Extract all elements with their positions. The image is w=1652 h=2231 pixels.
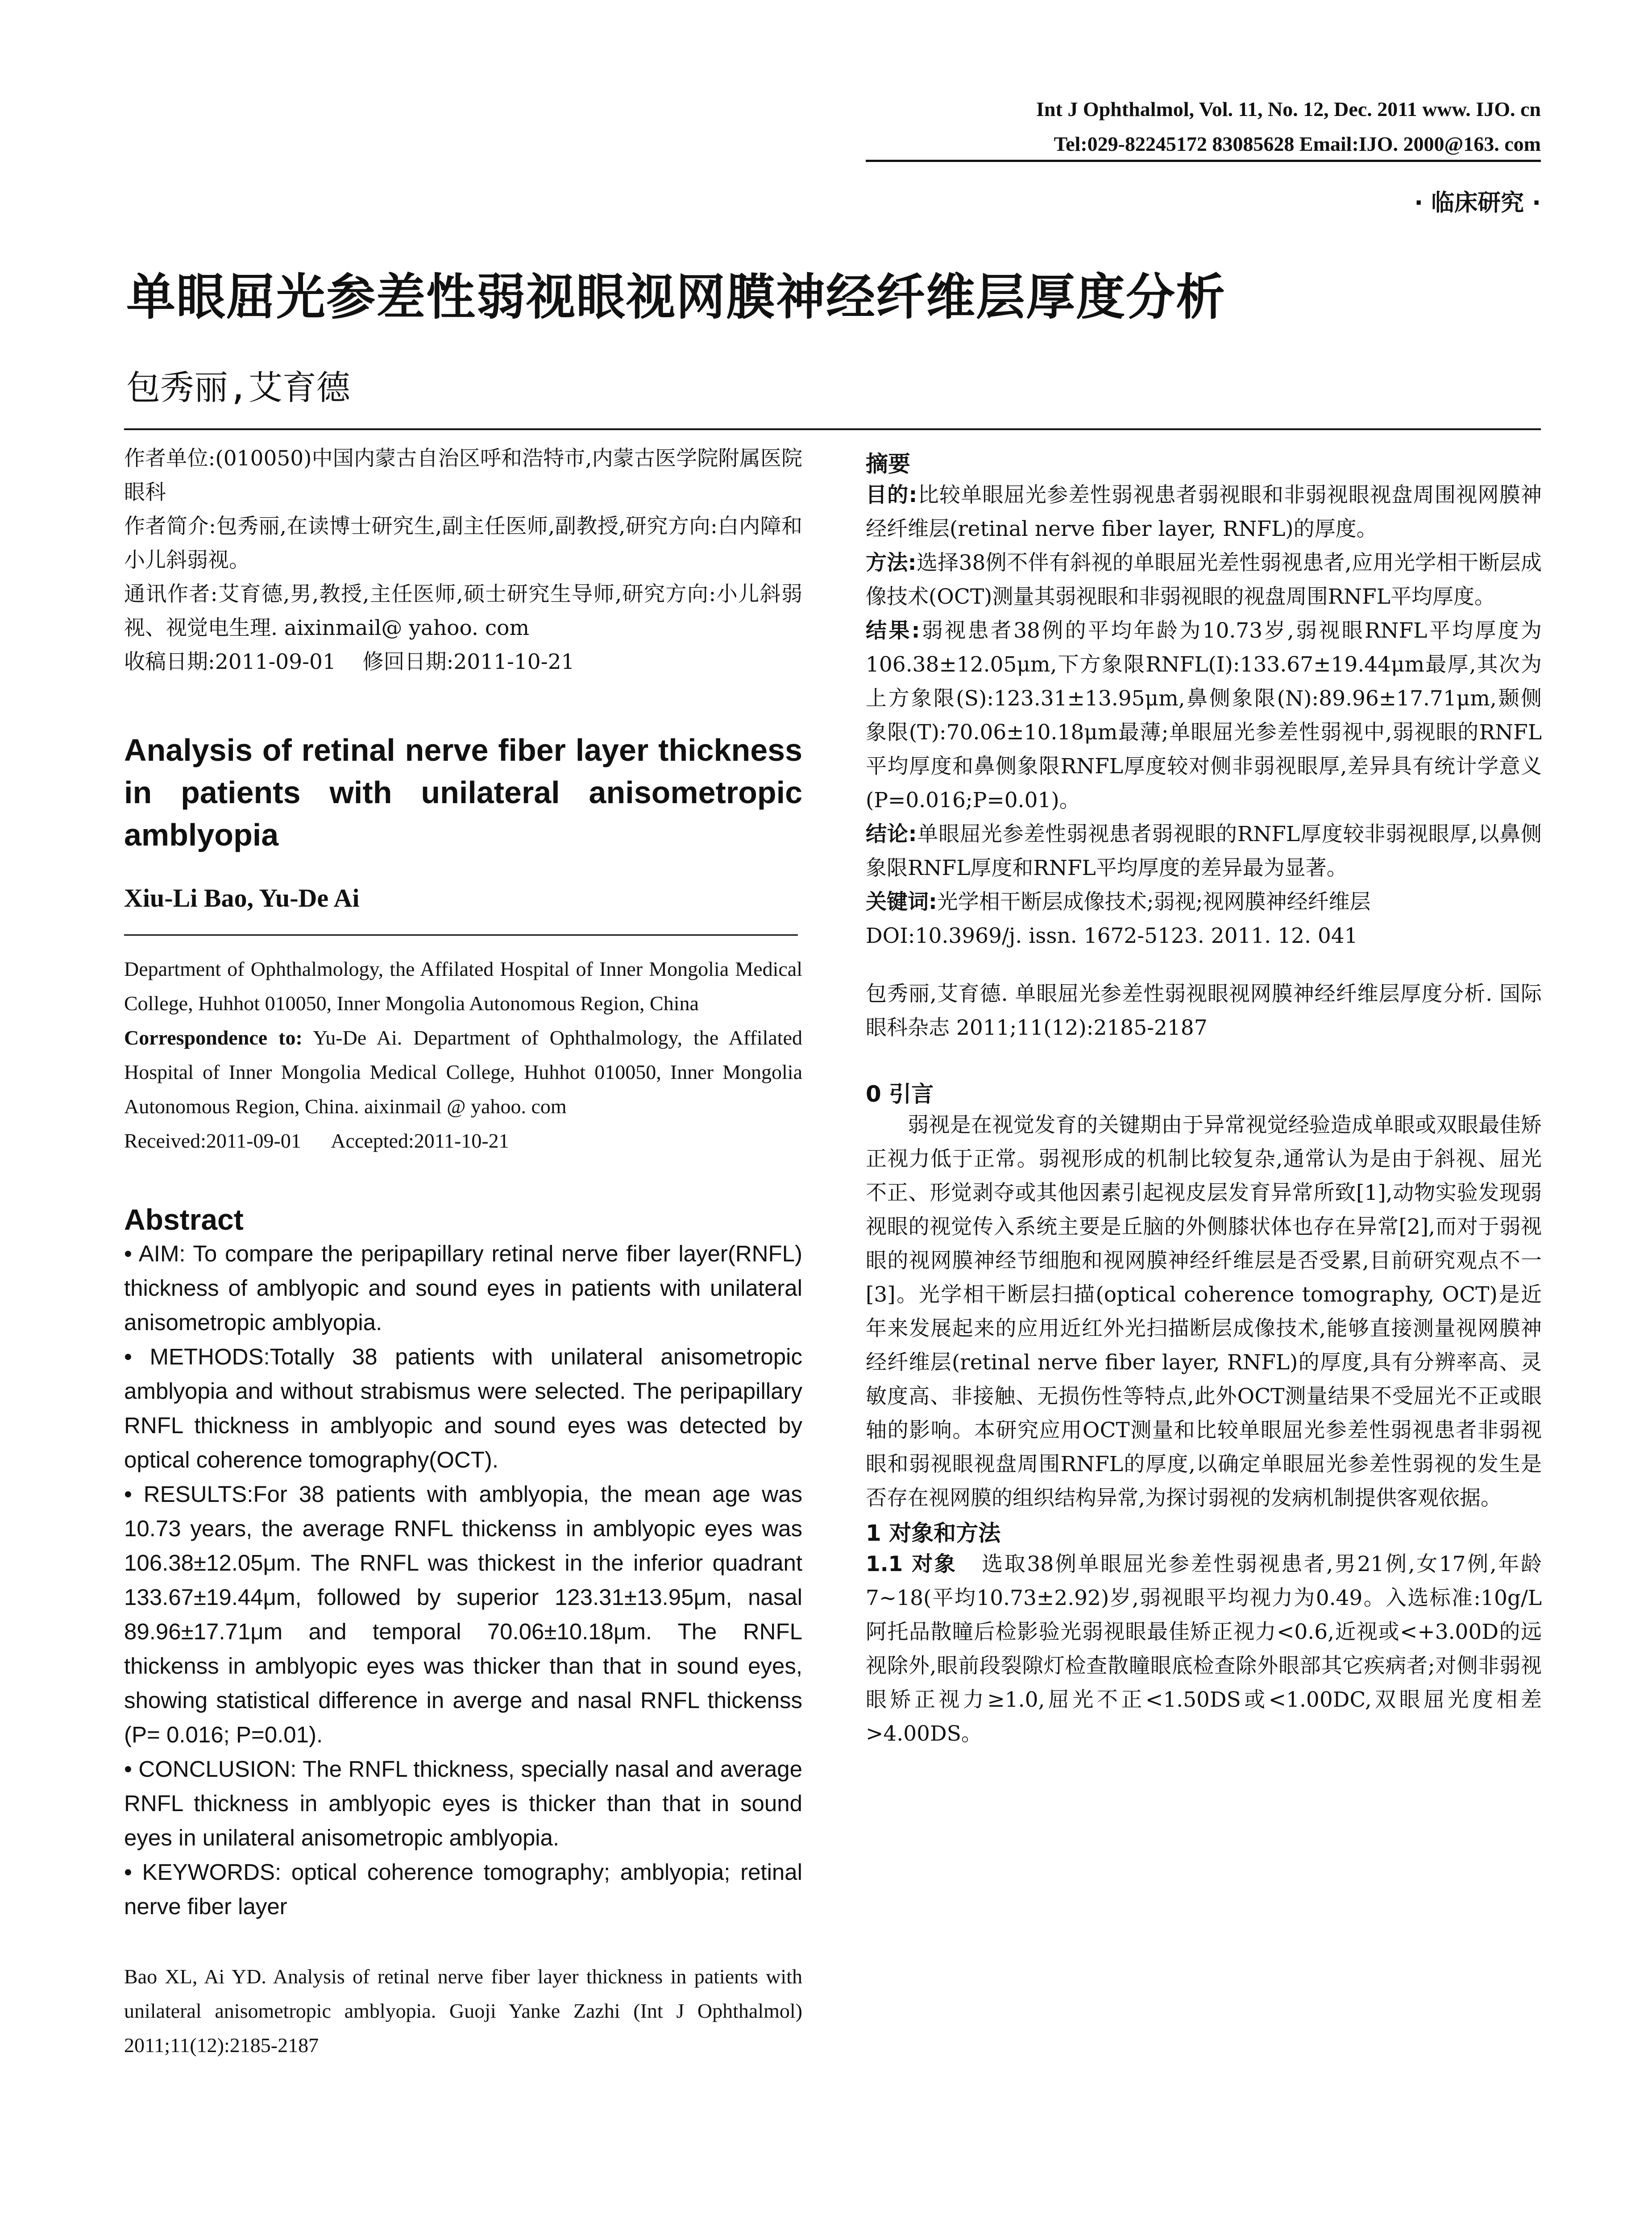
authors-rule: [124, 913, 798, 936]
abstract-cn-keywords: [866, 885, 1542, 919]
en-department: Department of Ophthalmology, the Affilated Hospital of Inner Mongolia Medical College, Huhhot 010050, Inner Mongolia Autonomous Region, China: [124, 958, 802, 1015]
abstract-cn: [866, 478, 1542, 953]
intro-heading: 0 引言: [866, 1081, 934, 1107]
results-label: 结果:: [866, 618, 920, 643]
journal-header-line: Int J Ophthalmol, Vol. 11, No. 12, Dec. 2011 www. IJO. cn: [1036, 98, 1541, 120]
author-dates: 收稿日期:2011-09-01 修回日期:2011-10-21: [124, 650, 575, 674]
conclusion-label: 结论:: [866, 822, 917, 846]
abstract-keywords: • KEYWORDS: optical coherence tomography; amblyopia; retinal nerve fiber layer: [124, 1859, 802, 1919]
methods-label: 方法:: [866, 551, 917, 575]
abstract-cn-methods: [866, 546, 1542, 614]
abstract-cn-results: [866, 614, 1542, 817]
intro-paragraph: 弱视是在视觉发育的关键期由于异常视觉经验造成单眼或双眼最佳矫正视力低于正常。弱视形成的机制比较复杂,通常认为是由于斜视、屈光不正、形觉剥夺或其他因素引起视皮层发育异常所致[1],动物实验发现弱视眼的视觉传入系统主要是丘脑的外侧膝状体也存在异常[2],而对于弱视眼的视网膜神经节细胞和视网膜神经纤维层是否受累,目前研究观点不一[3]。光学相干断层扫描(optical coherence tomography, OCT)是近年来发展起来的应用近红外光扫描断层成像技术,能够直接测量视网膜神经纤维层(retinal nerve fiber layer, RNFL)的厚度,具有分辨率高、灵敏度高、非接触、无损伤性等特点,此外OCT测量结果不受屈光不正或眼轴的影响。本研究应用OCT测量和比较单眼屈光参差性弱视患者非弱视眼和弱视眼视盘周围RNFL的厚度,以确定单眼屈光参差性弱视的发生是否存在视网膜的组织结构异常,为探讨弱视的发病机制提供客观依据。: [866, 1113, 1542, 1510]
keywords-label: 关键词:: [866, 890, 937, 914]
abstract-cn-aim: [866, 478, 1542, 546]
header-rule: [866, 160, 1541, 162]
correspondence-text: Yu-De Ai. Department of Ophthalmology, the Affilated Hospital of Inner Mongolia Medical College, Huhhot 010050, Inner Mongolia Autonomous Region, China. aixinmail @ yahoo. com: [124, 1026, 802, 1118]
abstract-aim: • AIM: To compare the peripapillary retinal nerve fiber layer(RNFL) thickness of amblyopic and sound eyes in patients with unilateral anisometropic amblyopia.: [124, 1241, 802, 1335]
en-correspondence: [124, 1020, 802, 1124]
en-affiliation-block: [124, 952, 802, 1158]
abstract-conclusion: • CONCLUSION: The RNFL thickness, specially nasal and average RNFL thickness in amblyopic eyes is thicker than that in sound eyes in unilateral anisometropic amblyopia.: [124, 1756, 802, 1850]
citation-en: Bao XL, Ai YD. Analysis of retinal nerve fiber layer thickness in patients with unilateral anisometropic amblyopia. Guoji Yanke Zazhi (Int J Ophthalmol) 2011;11(12):2185-2187: [124, 1965, 802, 2057]
en-received: Received:2011-09-01 Accepted:2011-10-21: [124, 1129, 509, 1152]
section-tag: · 临床研究 ·: [1414, 190, 1541, 216]
abstract-cn-conclusion: [866, 817, 1542, 885]
author-info: [124, 442, 802, 679]
article-title-cn: 单眼屈光参差性弱视眼视网膜神经纤维层厚度分析: [126, 269, 1226, 326]
conclusion-text: 单眼屈光参差性弱视患者弱视眼的RNFL厚度较非弱视眼厚,以鼻侧象限RNFL厚度和RNFL平均厚度的差异最为显著。: [866, 822, 1542, 880]
abstract-en: [124, 1236, 802, 1924]
subsection-text: 选取38例单眼屈光参差性弱视患者,男21例,女17例,年龄7~18(平均10.73±2.92)岁,弱视眼平均视力为0.49。入选标准:10g/L阿托品散瞳后检影验光弱视眼最佳矫正视力<0.6,近视或<+3.00D的远视除外,眼前段裂隙灯检查散瞳眼底检查除外眼部其它疾病者;对侧非弱视眼矫正视力≥1.0,屈光不正<1.50DS或<1.00DC,双眼屈光度相差>4.00DS。: [866, 1552, 1542, 1746]
methods-text: 选择38例不伴有斜视的单眼屈光差性弱视患者,应用光学相干断层成像技术(OCT)测量其弱视眼和非弱视眼的视盘周围RNFL平均厚度。: [866, 551, 1542, 609]
right-column: [866, 446, 1542, 1751]
aim-text: 比较单眼屈光参差性弱视患者弱视眼和非弱视眼视盘周围视网膜神经纤维层(retinal nerve fiber layer, RNFL)的厚度。: [866, 483, 1542, 541]
methods-heading: 1 对象和方法: [866, 1520, 1001, 1546]
journal-contact-line: Tel:029-82245172 83085628 Email:IJO. 2000@163. com: [1054, 133, 1541, 155]
doi: DOI:10.3969/j. issn. 1672-5123. 2011. 12. 041: [866, 924, 1358, 948]
keywords-text: 光学相干断层成像技术;弱视;视网膜神经纤维层: [937, 890, 1371, 914]
abstract-heading-en: Abstract: [124, 1203, 244, 1236]
abstract-methods: • METHODS:Totally 38 patients with unilateral anisometropic amblyopia and without strabismus were selected. The peripapillary RNFL thickness in amblyopic and sound eyes was detected by optical coherence tomography(OCT).: [124, 1344, 802, 1472]
correspondence-label: Correspondence to:: [124, 1026, 303, 1049]
article-title-en: Analysis of retinal nerve fiber layer thickness in patients with unilateral anisometropic amblyopia: [124, 733, 802, 852]
left-column: [124, 442, 802, 2062]
author-correspondence: 通讯作者:艾育德,男,教授,主任医师,硕士研究生导师,研究方向:小儿斜弱视、视觉电生理. aixinmail@ yahoo. com: [124, 582, 802, 640]
authors-en: Xiu-Li Bao, Yu-De Ai: [124, 883, 360, 912]
results-text: 弱视患者38例的平均年龄为10.73岁,弱视眼RNFL平均厚度为106.38±12.05μm,下方象限RNFL(I):133.67±19.44μm最厚,其次为上方象限(S):123.31±13.95μm,鼻侧象限(N):89.96±17.71μm,颞侧象限(T):70.06±10.18μm最薄;单眼屈光参差性弱视中,弱视眼的RNFL平均厚度和鼻侧象限RNFL厚度较对侧非弱视眼厚,差异具有统计学意义(P=0.016;P=0.01)。: [866, 618, 1542, 813]
author-affiliation: 作者单位:(010050)中国内蒙古自治区呼和浩特市,内蒙古医学院附属医院眼科: [124, 446, 802, 505]
citation-cn: 包秀丽,艾育德. 单眼屈光参差性弱视眼视网膜神经纤维层厚度分析. 国际眼科杂志 2011;11(12):2185-2187: [866, 982, 1542, 1040]
author-bio: 作者简介:包秀丽,在读博士研究生,副主任医师,副教授,研究方向:白内障和小儿斜弱视。: [124, 514, 802, 572]
abstract-results: • RESULTS:For 38 patients with amblyopia, the mean age was 10.73 years, the average RNFL thickenss in amblyopic eyes was 106.38±12.05μm. The RNFL was thickest in the inferior quadrant 133.67±19.44μm, followed by superior 123.31±13.95μm, nasal 89.96±17.71μm and temporal 70.06±10.18μm. The RNFL thickenss in amblyopic eyes was thicker than that in sound eyes, showing statistical difference in averge and nasal RNFL thickenss (P= 0.016; P=0.01).: [124, 1481, 802, 1747]
abstract-heading-cn: 摘要: [866, 451, 910, 477]
authors-cn: 包秀丽,艾育德: [126, 368, 350, 407]
title-rule: [124, 428, 1541, 430]
subsection-label: 1.1 对象: [866, 1552, 957, 1576]
subsection-1-1: [866, 1547, 1542, 1751]
aim-label: 目的:: [866, 483, 917, 507]
